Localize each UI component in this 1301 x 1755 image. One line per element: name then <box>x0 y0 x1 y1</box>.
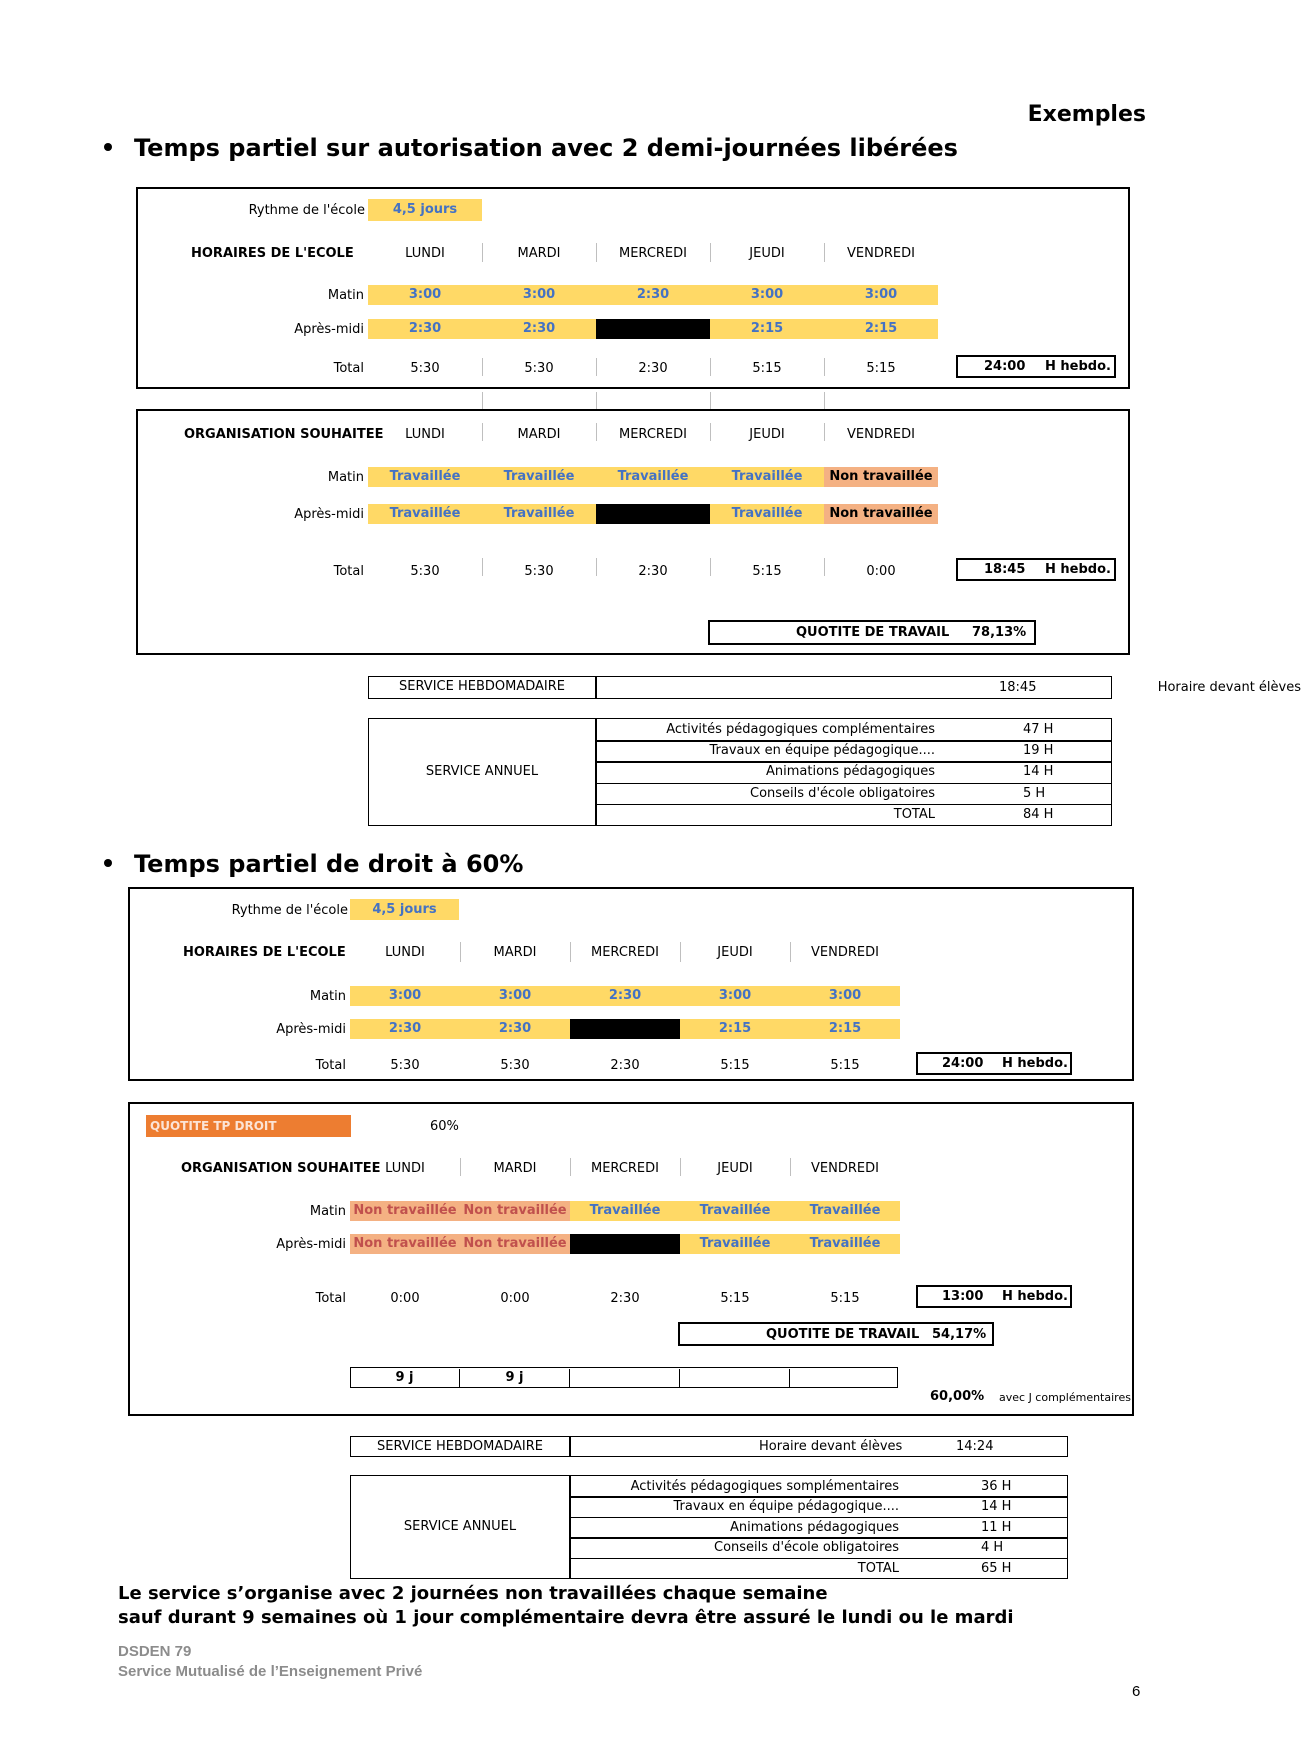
annuel-label: Animations pédagogiques <box>766 764 935 780</box>
ex2-jours-note: avec J complémentaires <box>999 1391 1131 1404</box>
total-cell: 5:15 <box>830 1058 860 1073</box>
total-label: Total <box>333 361 364 376</box>
ex2-service-hebdo-label: SERVICE HEBDOMADAIRE <box>377 1439 543 1454</box>
day-header-vendredi: VENDREDI <box>847 246 915 261</box>
examples-heading: Exemples <box>1027 102 1146 127</box>
matin-cell: 2:30 <box>596 285 710 305</box>
ex2-quotite-value: 54,17% <box>932 1327 987 1342</box>
org-total-cell: 0:00 <box>500 1291 530 1306</box>
matin-cell: 3:00 <box>824 285 938 305</box>
total-cell: 5:30 <box>410 361 440 376</box>
org-apm-cell: Travaillée <box>790 1234 900 1254</box>
total-label: Total <box>315 1058 346 1073</box>
annuel-label: Activités pédagogiques complémentaires <box>666 722 935 737</box>
row-divider <box>571 1558 1067 1560</box>
row-divider <box>571 1496 1067 1498</box>
hebdo-total-value: 24:00 <box>942 1056 984 1071</box>
org-apm-cell: Non travaillée <box>350 1234 460 1254</box>
ex1-rythme-value: 4,5 jours <box>368 199 482 221</box>
apm-cell: 2:15 <box>824 319 938 339</box>
apm-cell: 2:30 <box>482 319 596 339</box>
ex1-service-annuel <box>368 718 1112 826</box>
row-divider <box>597 761 1111 763</box>
org-matin-cell: Travaillée <box>570 1201 680 1221</box>
bullet-icon <box>104 859 112 867</box>
ex1-quotite-value: 78,13% <box>972 625 1027 640</box>
org-matin-label: Matin <box>309 1204 346 1219</box>
ex1-service-hebdo-label: SERVICE HEBDOMADAIRE <box>399 679 565 694</box>
annuel-label: Travaux en équipe pédagogique.... <box>673 1499 899 1515</box>
org-total-cell: 2:30 <box>610 1291 640 1306</box>
annuel-value: 84 H <box>1023 806 1054 822</box>
jours-cell: 9 j <box>460 1369 570 1387</box>
annuel-label: TOTAL <box>893 806 935 822</box>
annuel-value: 19 H <box>1023 743 1054 759</box>
ex2-service-annuel-label: SERVICE ANNUEL <box>403 1519 517 1534</box>
footer-line-2: sauf durant 9 semaines où 1 jour complémentaire devra être assuré le lundi ou le mardi <box>118 1607 1014 1628</box>
matin-cell: 3:00 <box>368 285 482 305</box>
ex1-service-hebdo <box>368 676 1301 699</box>
org-matin-cell: Non travaillée <box>350 1201 460 1221</box>
total-cell: 5:30 <box>390 1058 420 1073</box>
org-matin-cell: Travaillée <box>790 1201 900 1221</box>
ex2-title <box>104 850 523 878</box>
column-separator <box>824 392 825 410</box>
matin-cell: 3:00 <box>482 285 596 305</box>
org-matin-cell: Non travaillée <box>824 467 938 487</box>
annuel-label: Travaux en équipe pédagogique.... <box>709 743 935 759</box>
ex1-service-annuel-label: SERVICE ANNUEL <box>425 764 539 779</box>
apm-label: Après-midi <box>294 322 364 337</box>
matin-cell: 3:00 <box>790 986 900 1006</box>
row-divider <box>597 783 1111 785</box>
org-apm-label: Après-midi <box>276 1237 346 1252</box>
divider <box>569 1437 571 1456</box>
org-total-cell: 5:30 <box>410 564 440 579</box>
ex1-org-label: ORGANISATION SOUHAITEE <box>184 427 384 442</box>
apm-cell: 2:30 <box>460 1019 570 1039</box>
annuel-label: Activités pédagogiques somplémentaires <box>630 1479 899 1494</box>
total-cell: 5:15 <box>866 361 896 376</box>
org-day-header-mercredi: MERCREDI <box>591 1161 659 1176</box>
org-apm-cell: Non travaillée <box>460 1234 570 1254</box>
ex1-horaire-label: Horaire devant élèves <box>1157 680 1301 695</box>
blocked-cell <box>596 319 710 339</box>
org-day-header-jeudi: JEUDI <box>717 1161 753 1176</box>
row-divider <box>597 804 1111 806</box>
day-header-mardi: MARDI <box>493 945 537 960</box>
ex1-quotite-box <box>708 620 1036 645</box>
org-hebdo-value: 13:00 <box>942 1289 984 1304</box>
ex2-org-label: ORGANISATION SOUHAITEE <box>181 1161 381 1176</box>
ex1-organisation-box <box>136 409 1130 655</box>
ex2-jours-pct: 60,00% <box>930 1389 985 1404</box>
ex2-quotite-tp-label: QUOTITE TP DROIT <box>146 1115 351 1137</box>
hebdo-total-box <box>956 355 1116 378</box>
ex1-rythme-label: Rythme de l'école <box>248 203 365 218</box>
matin-cell: 3:00 <box>350 986 460 1006</box>
org-matin-cell: Travaillée <box>368 467 482 487</box>
total-cell: 2:30 <box>610 1058 640 1073</box>
org-apm-cell: Non travaillée <box>824 504 938 524</box>
ex2-service-annuel <box>350 1475 1068 1579</box>
org-total-cell: 0:00 <box>866 564 896 579</box>
matin-label: Matin <box>327 288 364 303</box>
org-day-header-vendredi: VENDREDI <box>811 1161 879 1176</box>
annuel-value: 47 H <box>1023 722 1054 737</box>
day-header-lundi: LUNDI <box>385 945 425 960</box>
org-total-cell: 5:15 <box>830 1291 860 1306</box>
row-divider <box>571 1537 1067 1539</box>
annuel-value: 36 H <box>981 1479 1012 1494</box>
column-separator <box>710 392 711 410</box>
annuel-label: Animations pédagogiques <box>730 1519 899 1535</box>
annuel-value: 14 H <box>981 1499 1012 1515</box>
matin-cell: 3:00 <box>710 285 824 305</box>
org-matin-label: Matin <box>327 470 364 485</box>
apm-label: Après-midi <box>276 1022 346 1037</box>
ex2-quotite-label: QUOTITE DE TRAVAIL <box>766 1327 920 1342</box>
apm-cell: 2:15 <box>680 1019 790 1039</box>
org-matin-cell: Travaillée <box>596 467 710 487</box>
org-day-header-jeudi: JEUDI <box>749 427 785 442</box>
org-hebdo-unit: H hebdo. <box>1002 1289 1068 1304</box>
ex2-rythme-label: Rythme de l'école <box>231 903 348 918</box>
annuel-value: 4 H <box>981 1540 1004 1556</box>
day-header-lundi: LUNDI <box>405 246 445 261</box>
total-cell: 5:15 <box>752 361 782 376</box>
org-hebdo-value: 18:45 <box>984 562 1026 577</box>
hebdo-total-value: 24:00 <box>984 359 1026 374</box>
matin-cell: 3:00 <box>680 986 790 1006</box>
org-apm-label: Après-midi <box>294 507 364 522</box>
org-matin-cell: Non travaillée <box>460 1201 570 1221</box>
jours-cell: 9 j <box>350 1369 460 1387</box>
ex2-title-text: Temps partiel de droit à 60% <box>134 850 524 878</box>
matin-cell: 3:00 <box>460 986 570 1006</box>
day-header-vendredi: VENDREDI <box>811 945 879 960</box>
day-header-mercredi: MERCREDI <box>619 246 687 261</box>
org-total-label: Total <box>315 1291 346 1306</box>
apm-cell: 2:15 <box>710 319 824 339</box>
total-cell: 5:15 <box>720 1058 750 1073</box>
footer-line-1: Le service s’organise avec 2 journées non travaillées chaque semaine <box>118 1583 828 1604</box>
ex2-horaire-value: 14:24 <box>956 1439 994 1454</box>
row-divider <box>597 740 1111 742</box>
hebdo-unit: H hebdo. <box>1002 1056 1068 1071</box>
org-total-label: Total <box>333 564 364 579</box>
org-day-header-mardi: MARDI <box>517 427 561 442</box>
org-total-cell: 5:15 <box>720 1291 750 1306</box>
org-total-cell: 5:15 <box>752 564 782 579</box>
ex2-horaire-label: Horaire devant élèves <box>759 1439 903 1454</box>
annuel-label: Conseils d'école obligatoires <box>714 1540 899 1556</box>
ex2-horaires-label: HORAIRES DE L'ECOLE <box>183 945 346 960</box>
jours-cell <box>570 1369 680 1387</box>
blocked-cell <box>570 1019 680 1039</box>
day-header-jeudi: JEUDI <box>717 945 753 960</box>
ex1-horaires-label: HORAIRES DE L'ECOLE <box>191 246 354 261</box>
org-day-header-mercredi: MERCREDI <box>619 427 687 442</box>
org-apm-cell: Travaillée <box>710 504 824 524</box>
annuel-value: 5 H <box>1023 785 1046 801</box>
hebdo-total-box <box>916 1052 1072 1075</box>
ex2-quotite-box <box>678 1322 994 1346</box>
total-cell: 5:30 <box>524 361 554 376</box>
org-hebdo-unit: H hebdo. <box>1045 562 1111 577</box>
ex2-rythme-value: 4,5 jours <box>350 899 459 920</box>
org-matin-cell: Travaillée <box>482 467 596 487</box>
footer-org-1: DSDEN 79 <box>118 1643 192 1660</box>
ex1-horaire-value: 18:45 <box>999 680 1037 695</box>
total-cell: 2:30 <box>638 361 668 376</box>
annuel-label: TOTAL <box>857 1560 899 1576</box>
divider <box>595 677 597 698</box>
row-divider <box>571 1517 1067 1519</box>
ex1-quotite-label: QUOTITE DE TRAVAIL <box>796 625 950 640</box>
jours-cell <box>790 1369 900 1387</box>
org-apm-cell: Travaillée <box>482 504 596 524</box>
matin-label: Matin <box>309 989 346 1004</box>
apm-cell: 2:15 <box>790 1019 900 1039</box>
column-separator <box>482 392 483 410</box>
ex2-quotite-tp-value: 60% <box>430 1119 459 1134</box>
org-day-header-lundi: LUNDI <box>385 1161 425 1176</box>
ex2-service-hebdo <box>350 1436 1068 1457</box>
org-total-cell: 2:30 <box>638 564 668 579</box>
org-matin-cell: Travaillée <box>680 1201 790 1221</box>
annuel-value: 14 H <box>1023 764 1054 780</box>
jours-cell <box>680 1369 790 1387</box>
annuel-label: Conseils d'école obligatoires <box>750 785 935 801</box>
hebdo-unit: H hebdo. <box>1045 359 1111 374</box>
day-header-mercredi: MERCREDI <box>591 945 659 960</box>
org-apm-cell: Travaillée <box>368 504 482 524</box>
column-separator <box>596 392 597 410</box>
annuel-value: 65 H <box>981 1560 1012 1576</box>
bullet-icon <box>104 143 112 151</box>
org-matin-cell: Travaillée <box>710 467 824 487</box>
matin-cell: 2:30 <box>570 986 680 1006</box>
apm-cell: 2:30 <box>350 1019 460 1039</box>
ex1-title <box>104 134 958 162</box>
org-day-header-vendredi: VENDREDI <box>847 427 915 442</box>
ex1-title-text: Temps partiel sur autorisation avec 2 demi-journées libérées <box>134 134 958 162</box>
total-cell: 5:30 <box>500 1058 530 1073</box>
footer-org-2: Service Mutualisé de l’Enseignement Privé <box>118 1663 423 1680</box>
day-header-jeudi: JEUDI <box>749 246 785 261</box>
org-day-header-mardi: MARDI <box>493 1161 537 1176</box>
annuel-value: 11 H <box>981 1519 1012 1535</box>
org-total-cell: 0:00 <box>390 1291 420 1306</box>
org-total-cell: 5:30 <box>524 564 554 579</box>
org-apm-cell: Travaillée <box>680 1234 790 1254</box>
day-header-mardi: MARDI <box>517 246 561 261</box>
apm-cell: 2:30 <box>368 319 482 339</box>
page-number: 6 <box>1132 1683 1141 1700</box>
org-day-header-lundi: LUNDI <box>405 427 445 442</box>
